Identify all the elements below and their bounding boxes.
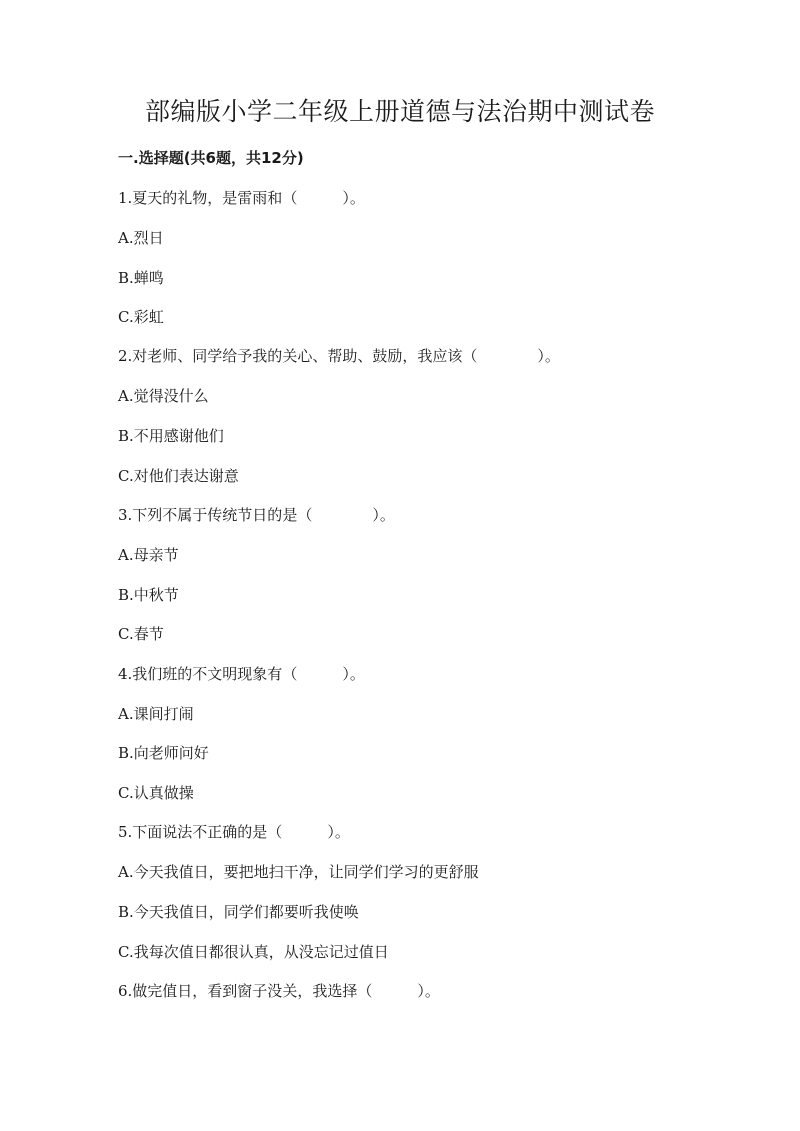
section-heading: 一.选择题(共6题，共12分) [118,149,304,167]
question-2-option-b: B.不用感谢他们 [118,427,224,445]
question-1-option-c: C.彩虹 [118,308,164,326]
question-5-option-b: B.今天我值日，同学们都要听我使唤 [118,903,359,921]
question-6-stem: 6.做完值日，看到窗子没关，我选择（ ）。 [118,982,440,1000]
question-4-stem: 4.我们班的不文明现象有（ ）。 [118,665,365,683]
question-1-option-b: B.蝉鸣 [118,269,164,287]
question-4-option-a: A.课间打闹 [118,705,194,723]
question-2-stem: 2.对老师、同学给予我的关心、帮助、鼓励，我应该（ ）。 [118,347,560,365]
question-5-stem: 5.下面说法不正确的是（ ）。 [118,823,350,841]
question-1-stem: 1.夏天的礼物，是雷雨和（ ）。 [118,189,365,207]
question-3-stem: 3.下列不属于传统节日的是（ ）。 [118,506,395,524]
question-1-option-a: A.烈日 [118,229,164,247]
question-3-option-b: B.中秋节 [118,586,179,604]
question-3-option-c: C.春节 [118,625,164,643]
question-3-option-a: A.母亲节 [118,546,179,564]
question-5-option-c: C.我每次值日都很认真，从没忘记过值日 [118,943,389,961]
exam-title: 部编版小学二年级上册道德与法治期中测试卷 [144,97,655,126]
question-4-option-b: B.向老师问好 [118,744,209,762]
question-4-option-c: C.认真做操 [118,784,194,802]
question-5-option-a: A.今天我值日，要把地扫干净，让同学们学习的更舒服 [118,863,479,881]
question-2-option-c: C.对他们表达谢意 [118,467,239,485]
question-2-option-a: A.觉得没什么 [118,387,209,405]
